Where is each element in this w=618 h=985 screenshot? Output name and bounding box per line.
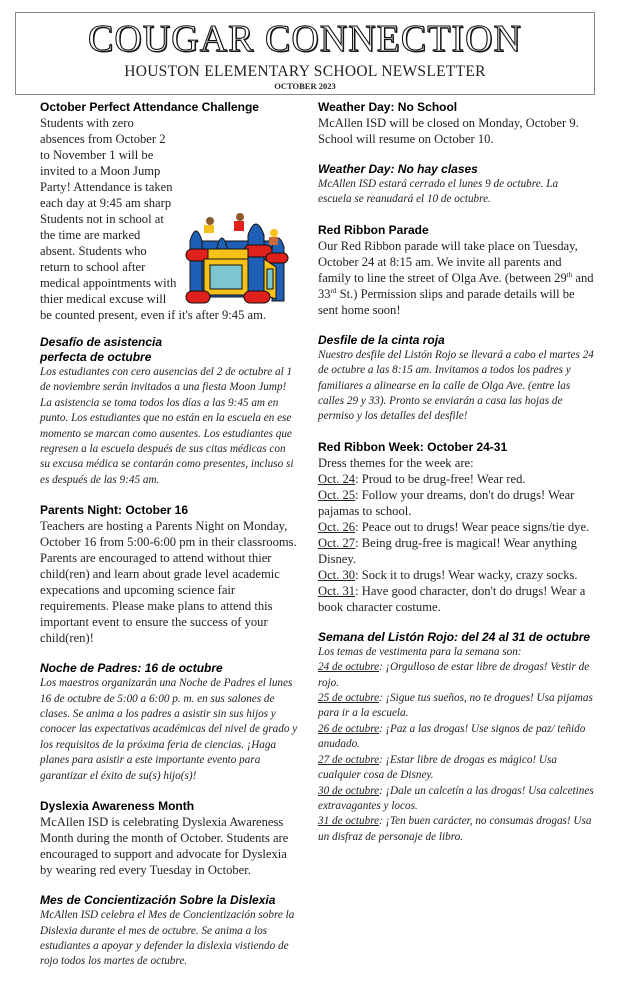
- section-body: La asistencia se toma todos los días a las 9:45 am en punto. Los estudiantes que no están en la escuela en ese momento se marcan como ausentes. Los estudiantes que regresen a la escuela después de sus citas médicas con su excusa médica se contarán como presentes, incluso si es después de las 9:45 am.: [40, 396, 294, 486]
- weather-section-es: [318, 162, 594, 208]
- text: and 33: [318, 270, 594, 301]
- theme-date: 24 de octubre: [318, 661, 380, 674]
- dyslexia-section-es: [40, 893, 298, 970]
- theme-text: : Follow your dreams, don't do drugs! Wear pajamas to school.: [318, 487, 575, 518]
- dress-theme-item: [318, 487, 594, 519]
- section-heading: Parents Night: October 16: [40, 503, 189, 518]
- section-intro: Los temas de vestimenta para la semana son:: [318, 645, 522, 658]
- theme-date: Oct. 27: [318, 535, 356, 550]
- section-body: McAllen ISD is celebrating Dyslexia Awareness Month during the month of October. Students are encouraged to support and advocate for Dyslexia by wearing red every Tuesday in October.: [40, 815, 289, 878]
- red-ribbon-week-section: [318, 440, 594, 615]
- section-body: Los estudiantes con cero ausencias del 2 de octubre al 1 de noviembre serán invitados a una fiesta Moon Jump!: [40, 366, 293, 394]
- right-column: [318, 100, 594, 860]
- dress-theme-item: [318, 753, 594, 784]
- theme-date: Oct. 31: [318, 583, 356, 598]
- theme-date: 26 de octubre: [318, 722, 380, 735]
- newsletter-subtitle: HOUSTON ELEMENTARY SCHOOL NEWSLETTER: [124, 63, 486, 80]
- dress-theme-item: [318, 519, 594, 535]
- parents-night-section-es: [40, 661, 298, 784]
- ordinal: rd: [330, 286, 337, 295]
- parade-section: [318, 223, 594, 318]
- theme-text: : Sock it to drugs! Wear wacky, crazy socks.: [355, 567, 578, 582]
- theme-date: Oct. 30: [318, 567, 356, 582]
- masthead: [15, 12, 595, 95]
- theme-text: : ¡Paz a las drogas! Use signos de paz/ teñido anudado.: [318, 722, 586, 751]
- section-heading: Desafío de asistencia perfecta de octubre: [40, 335, 163, 364]
- section-heading: Red Ribbon Week: October 24-31: [318, 439, 508, 454]
- theme-date: Oct. 25: [318, 487, 356, 502]
- theme-date: Oct. 26: [318, 519, 356, 534]
- section-body: Students with zero absences from October 2 to November 1 will be invited to a Moon Jump Party! Attendance is taken each day at 9:45 am sharp Students not in school at the time are marked absent. Students who return to school after medical appointments with thier medical excuse will be counted present, even if it's after 9:45 am.: [40, 116, 267, 322]
- dyslexia-section: [40, 799, 298, 878]
- dress-theme-item: [318, 660, 594, 691]
- dress-theme-item: [318, 471, 594, 487]
- theme-text: : Peace out to drugs! Wear peace signs/tie dye.: [355, 519, 590, 534]
- theme-text: : ¡Ten buen carácter, no consumas drogas! Usa un disfraz de personaje de libro.: [318, 815, 592, 843]
- parade-section-es: [318, 333, 594, 425]
- theme-date: 30 de octubre: [318, 784, 380, 797]
- section-body: Los maestros organizarán una Noche de Padres el lunes 16 de octubre de 5:00 a 6:00 p. m. en sus salones de clases. Se anima a los padres a asistir sin sus hijos y conocer las expectativas académicas del nivel de grado y los requisitos de la próxima feria de ciencias. ¡Haga planes para asistir a este importante evento para garantizar el éxito de su(s) hijo(s)!: [40, 677, 298, 782]
- dress-theme-item: [318, 691, 594, 722]
- red-ribbon-week-section-es: [318, 630, 594, 845]
- text: Our Red Ribbon parade will take place on Tuesday, October 24 at 8:15 am. We invite all parents and family to line the street of Olga Ave. (between 29: [318, 238, 578, 285]
- section-heading: Dyslexia Awareness Month: [40, 799, 195, 814]
- section-body: Nuestro desfile del Listón Rojo se llevará a cabo el martes 24 de octubre a las 8:15 am. Invitamos a todos los padres y familiares a alinearse en la calle de Olga Ave. (entre las calles 29 y 33). Pronto se enviarán a casa las hojas de permiso y los detalles del desfile!: [318, 348, 594, 423]
- issue-date: OCTOBER 2023: [274, 81, 336, 91]
- theme-date: Oct. 24: [318, 471, 356, 486]
- section-heading: Mes de Concientización Sobre la Dislexia: [40, 893, 276, 908]
- theme-date: 27 de octubre: [318, 753, 380, 766]
- theme-text: : ¡Estar libre de drogas es mágico! Usa cualquier cosa de Disney.: [318, 753, 557, 782]
- dress-theme-item: [318, 583, 594, 615]
- section-heading: Noche de Padres: 16 de octubre: [40, 661, 223, 676]
- theme-text: : Have good character, don't do drugs! Wear a book character costume.: [318, 583, 586, 614]
- section-heading: Weather Day: No hay clases: [318, 162, 478, 176]
- section-body: McAllen ISD estará cerrado el lunes 9 de octubre. La escuela se reanudará el 10 de octubre.: [318, 178, 559, 206]
- attendance-section: [40, 100, 298, 323]
- section-body: McAllen ISD celebra el Mes de Concientización sobre la Dislexia durante el mes de octubre. Se anima a los estudiantes a apoyar y defender la dislexia vistiendo de rojo todos los martes de octubre.: [40, 909, 295, 968]
- theme-text: : Proud to be drug-free! Wear red.: [355, 471, 526, 486]
- theme-text: : ¡Sigue tus sueños, no te drogues! Usa pijamas para ir a la escuela.: [318, 692, 593, 720]
- dress-theme-item: [318, 567, 594, 583]
- weather-section: [318, 100, 594, 147]
- newsletter-title: COUGAR CONNECTION: [88, 18, 522, 60]
- section-heading: Semana del Listón Rojo: del 24 al 31 de octubre: [318, 629, 591, 644]
- section-body: [318, 238, 594, 318]
- bounce-house-illustration: [182, 211, 290, 307]
- section-heading: Weather Day: No School: [318, 100, 458, 114]
- text: St.) Permission slips and parade details will be sent home soon!: [318, 286, 575, 317]
- ordinal: th: [566, 270, 573, 279]
- dress-theme-item: [318, 784, 594, 815]
- section-intro: Dress themes for the week are:: [318, 455, 474, 470]
- dress-theme-item: [318, 814, 594, 845]
- theme-date: 25 de octubre: [318, 692, 380, 705]
- theme-text: : Being drug-free is magical! Wear anything Disney.: [318, 535, 577, 566]
- theme-date: 31 de octubre: [318, 815, 380, 828]
- section-heading: Desfile de la cinta roja: [318, 332, 445, 347]
- section-heading: October Perfect Attendance Challenge: [40, 100, 259, 114]
- theme-text: : ¡Dale un calcetín a las drogas! Usa calcetines extravagantes y locos.: [318, 784, 594, 812]
- left-column: [40, 100, 298, 985]
- section-body: Teachers are hosting a Parents Night on Monday, October 16 from 5:00-6:00 pm in their classrooms. Parents are encouraged to attend without thier child(ren) and learn about grade level academic expecations and upcoming science fair requirements. Please make plans to attend this important event to ensure the success of your child(ren)!: [40, 519, 297, 646]
- section-heading: Red Ribbon Parade: [318, 222, 429, 237]
- dress-theme-item: [318, 722, 594, 753]
- theme-text: : ¡Orgulloso de estar libre de drogas! Vestir de rojo.: [318, 661, 590, 689]
- dress-theme-item: [318, 535, 594, 567]
- section-body: McAllen ISD will be closed on Monday, October 9. School will resume on October 10.: [318, 116, 579, 146]
- parents-night-section: [40, 503, 298, 646]
- attendance-section-es: [40, 335, 298, 488]
